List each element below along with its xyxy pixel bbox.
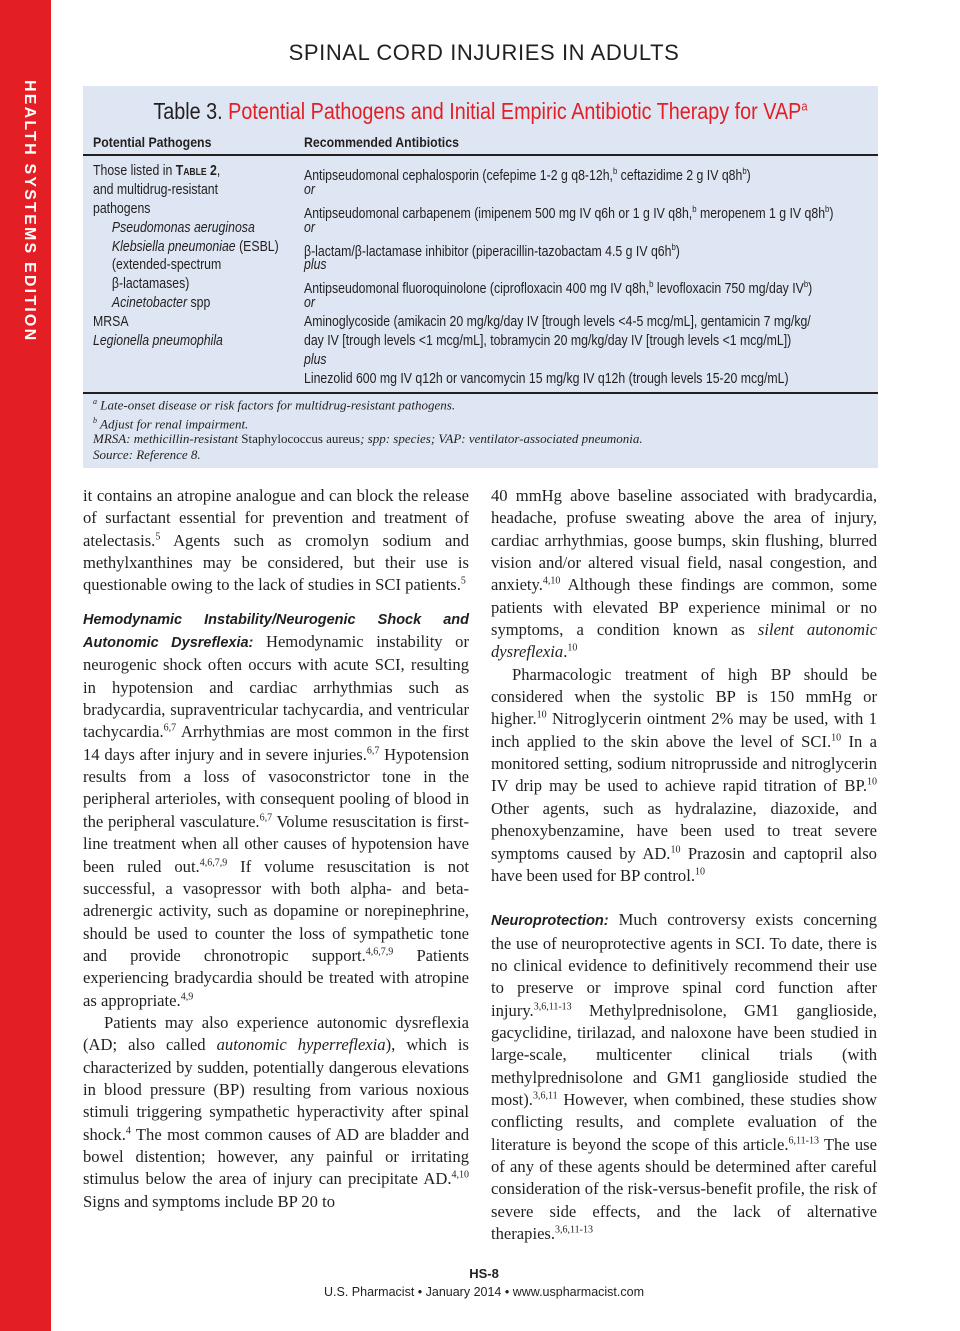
text-span: β-lactamases) xyxy=(111,276,190,293)
text-span: or xyxy=(304,219,315,236)
text-span: Arrhythmias are most common in the first 14 days after injury and in severe injuries. xyxy=(83,722,469,764)
text-span: 3,6,11 xyxy=(532,1090,558,1102)
text-span: autonomic hyperreflexia xyxy=(216,1035,386,1055)
text-span: ) xyxy=(808,281,813,298)
text-span: ), which is characterized by sudden, potentially dangerous elevations in blood pressure (BP) resulting from various noxious stimuli triggering sympathetic hyperactivity after spinal shock. xyxy=(83,1035,469,1144)
text-span: Those listed in xyxy=(93,163,176,179)
antibiotics-cell xyxy=(304,162,833,389)
text-span: b xyxy=(93,415,97,425)
text-span: MRSA xyxy=(93,314,129,331)
text-span: Other agents, such as hydralazine, diazoxide, and phenoxybenzamine, have been used to treat severe symptoms caused by AD. xyxy=(491,798,877,863)
col-header-antibiotics: Recommended Antibiotics xyxy=(304,134,459,150)
text-span: Adjust for renal impairment. xyxy=(97,416,249,432)
text-span: 4,10 xyxy=(451,1169,469,1181)
text-span: Much controversy exists concerning the use of neuroprotective agents in SCI. To date, there is no clinical evidence to definitively recommend their use to preserve or improve spinal cord function after injury. xyxy=(491,910,877,1020)
table-title-sup: a xyxy=(801,98,808,114)
paragraph xyxy=(491,485,877,664)
paragraph xyxy=(83,608,469,1012)
running-head: SPINAL CORD INJURIES IN ADULTS xyxy=(288,40,680,65)
text-span: 10 xyxy=(567,642,578,654)
text-span: β-lactam/β-lactamase inhibitor (piperacillin-tazobactam 4.5 g IV q6h xyxy=(304,243,672,260)
text-span: b xyxy=(803,279,809,290)
table-header-rule xyxy=(83,154,878,156)
table-title-text: Potential Pathogens and Initial Empiric Antibiotic Therapy for VAP xyxy=(228,98,802,124)
right-column xyxy=(491,485,877,1245)
text-span: 40 mmHg above baseline associated with bradycardia, headache, profuse sweating above the area of injury, cardiac arrhythmias, goose bumps, skin flushing, blurred vision and/or altered visual field, nasal congestion, and anxiety. xyxy=(491,486,877,595)
text-span: Antipseudomonal fluoroquinolone (ciprofloxacin 400 mg IV q8h, xyxy=(304,281,650,298)
table-title xyxy=(139,98,823,125)
text-span: However, when combined, these studies show conflicting results, and complete evaluation of the literature is beyond the scope of this article. xyxy=(491,1089,877,1154)
text-span: Hypotension results from a loss of vasoconstrictor tone in the peripheral arterioles, with consequent pooling of blood in the peripheral vasculature. xyxy=(83,744,469,831)
text-span: 4,9 xyxy=(180,991,194,1003)
text-span: levofloxacin 750 mg/day IV xyxy=(653,281,804,298)
text-span: Methylprednisolone, GM1 ganglioside, gacyclidine, tirilazad, and naloxone have been studied in large-scale, multicenter clinical trials (with methylprednisolone and GM1 ganglioside studied the most). xyxy=(491,1000,877,1109)
footer-credit: U.S. Pharmacist • January 2014 • www.uspharmacist.com xyxy=(324,1285,644,1299)
text-span: Aminoglycoside (amikacin 20 mg/kg/day IV [trough levels <4-5 mcg/mL], gentamicin 7 mg/kg/ xyxy=(304,314,811,331)
table-number: Table 3. xyxy=(153,98,223,124)
text-span: Table 2 xyxy=(175,163,217,179)
text-span: or xyxy=(304,181,315,198)
text-span: 4,6,7,9 xyxy=(365,946,394,958)
paragraph xyxy=(491,664,877,887)
text-span: or xyxy=(304,295,315,312)
text-span: If volume resuscitation is not successful, a vasopressor with both alpha- and beta-adrenergic activity, such as dopamine or norepinephrine, should be used to counter the loss of sympathetic tone and provide chronotropic support. xyxy=(83,856,469,965)
paragraph xyxy=(83,1012,469,1213)
paragraph xyxy=(491,909,877,1245)
text-span: Source: Reference 8. xyxy=(93,446,201,462)
text-span: 6,7 xyxy=(163,722,177,734)
edition-sidebar xyxy=(0,0,51,1331)
text-span: Antipseudomonal carbapenem (imipenem 500 mg IV q6h or 1 g IV q8h, xyxy=(304,205,693,222)
text-span: it contains an atropine analogue and can block the release of surfactant essential for prevention and treatment of atelectasis. xyxy=(83,486,469,550)
text-span: 4 xyxy=(125,1125,131,1137)
sidebar-label: HEALTH SYSTEMS EDITION xyxy=(21,80,38,343)
text-span: Volume resuscitation is first-line treatment when all other causes of hypotension have been ruled out. xyxy=(83,811,470,876)
text-span: (ESBL) xyxy=(235,238,279,255)
text-span: Staphylococcus aureus xyxy=(241,431,361,447)
text-span: 5 xyxy=(460,575,466,587)
text-span: b xyxy=(649,279,654,290)
left-column xyxy=(83,485,469,1213)
text-span: Patients experiencing bradycardia should be treated with atropine as appropriate. xyxy=(83,945,469,1010)
text-span: Antipseudomonal cephalosporin (cefepime 1-2 g q8-12h, xyxy=(304,167,613,184)
text-span: plus xyxy=(304,351,327,368)
text-span: Linezolid 600 mg IV q12h or vancomycin 15 mg/kg IV q12h (trough levels 15-20 mcg/mL) xyxy=(304,370,789,387)
text-span: MRSA: methicillin-resistant xyxy=(93,431,242,447)
text-span: Pseudomonas aeruginosa xyxy=(111,219,255,236)
text-span: pathogens xyxy=(93,200,151,217)
text-span: Klebsiella pneumoniae xyxy=(111,238,236,255)
text-span: spp xyxy=(187,295,211,312)
text-span: 10 xyxy=(536,709,547,721)
text-span: Although these findings are common, some patients with elevated BP experience minimal or no symptoms, a condition known as xyxy=(491,575,877,640)
text-span: ) xyxy=(746,167,751,184)
text-span: 3,6,11-13 xyxy=(555,1224,594,1236)
section-heading: Neuroprotection: xyxy=(491,913,609,930)
text-span: 3,6,11-13 xyxy=(533,1001,572,1013)
text-span: ; spp: species; VAP: ventilator-associated pneumonia. xyxy=(360,431,643,447)
pathogens-cell xyxy=(93,162,279,351)
text-span: 4,6,7,9 xyxy=(199,856,228,868)
text-span: 6,11-13 xyxy=(788,1135,820,1147)
paragraph xyxy=(83,485,469,597)
text-span: meropenem 1 g IV q8h xyxy=(696,205,826,222)
text-span: Legionella pneumophila xyxy=(93,333,223,350)
text-span: ceftazidime 2 g IV q8h xyxy=(617,167,743,184)
text-span: 10 xyxy=(867,776,877,788)
text-span: In a monitored setting, sodium nitroprusside and nitroglycerin IV drip may be used to achieve rapid titration of BP. xyxy=(491,731,877,796)
text-span: Agents such as cromolyn sodium and methylxanthines may be considered, but their use is questionable owing to the lack of studies in SCI patients. xyxy=(83,530,469,595)
text-span: b xyxy=(612,166,618,176)
text-span: silent autonomic dysreflexia xyxy=(491,620,877,662)
text-span: Pharmacologic treatment of high BP should be considered when the systolic BP is 150 mmHg or higher. xyxy=(491,664,877,729)
text-span: b xyxy=(692,203,697,214)
text-span: day IV [trough levels <1 mcg/mL], tobramycin 20 mg/kg/day IV [trough levels <1 mcg/mL]) xyxy=(304,333,792,350)
text-span: The use of any of these agents should be determined after careful consideration of the risk-versus-benefit profile, the risk of severe side effects, and the lack of alternative therapies. xyxy=(491,1134,877,1243)
text-span: 10 xyxy=(831,732,842,744)
text-span: Prazosin and captopril also have been used for BP control. xyxy=(491,843,877,885)
text-span: ) xyxy=(675,243,680,260)
text-span: 6,7 xyxy=(259,812,273,824)
section-heading: Hemodynamic Instability/Neurogenic Shock and Autonomic Dysreflexia: xyxy=(83,611,469,652)
text-span: Late-onset disease or risk factors for multidrug-resistant pathogens. xyxy=(97,397,456,413)
text-span: 6,7 xyxy=(366,745,380,757)
text-span: . xyxy=(563,642,568,662)
text-span: (extended-spectrum xyxy=(111,257,222,274)
page-number: HS-8 xyxy=(469,1266,499,1281)
table-footnotes xyxy=(93,394,643,462)
text-span: b xyxy=(742,166,747,176)
text-span: Nitroglycerin ointment 2% may be used, with 1 inch applied to the skin above the level of SCI. xyxy=(491,709,877,751)
text-span: Hemodynamic instability or neurogenic shock often occurs with acute SCI, resulting in hypotension and cardiac arrhythmias such as bradycardia, supraventricular tachycardia, and ventricular tachycardia. xyxy=(83,632,469,742)
text-span: ) xyxy=(829,205,834,222)
text-span: Patients may also experience autonomic dysreflexia (AD; also called xyxy=(83,1012,469,1055)
text-span: b xyxy=(825,203,830,214)
text-span: and multidrug-resistant xyxy=(93,181,219,198)
text-span: , xyxy=(216,163,221,179)
text-span: 10 xyxy=(695,866,705,878)
text-span: 4,10 xyxy=(542,575,561,587)
text-span: Acinetobacter xyxy=(111,295,188,312)
col-header-pathogens: Potential Pathogens xyxy=(93,134,212,150)
text-span: 10 xyxy=(670,843,681,855)
text-span: b xyxy=(671,241,676,252)
text-span: 5 xyxy=(155,531,161,543)
text-span: Signs and symptoms include BP 20 to xyxy=(83,1191,335,1211)
text-span: a xyxy=(93,397,97,406)
text-span: plus xyxy=(304,257,327,274)
text-span: The most common causes of AD are bladder and bowel distention; however, any painful or irritating stimulus below the area of injury can precipitate AD. xyxy=(83,1124,469,1189)
